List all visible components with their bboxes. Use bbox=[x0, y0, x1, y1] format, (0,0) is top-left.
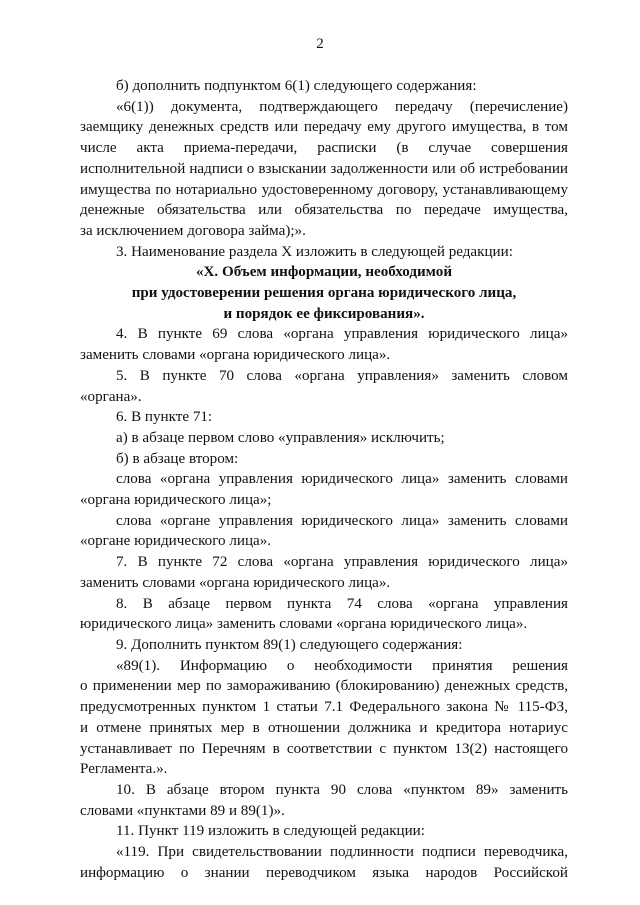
text-line: заменить словами «органа юридического лица». bbox=[80, 347, 391, 364]
paragraph bbox=[80, 242, 568, 263]
paragraph bbox=[80, 780, 568, 821]
text-line: «органе юридического лица». bbox=[80, 533, 272, 550]
paragraph bbox=[80, 76, 568, 97]
text-line: юридического лица» заменить словами «органа юридического лица». bbox=[80, 616, 528, 633]
text-line: б) дополнить подпунктом 6(1) следующего содержания: bbox=[116, 78, 477, 94]
text-line: заменить словами «органа юридического лица». bbox=[80, 574, 391, 591]
paragraph bbox=[80, 469, 568, 510]
text-line: Регламента.». bbox=[80, 761, 168, 778]
text-line: «органа». bbox=[80, 388, 142, 405]
text-line: 6. В пункте 71: bbox=[116, 409, 213, 426]
text-line: 8. В абзаце первом пункта 74 слова «органа управления bbox=[116, 595, 568, 612]
text-line: и порядок ее фиксирования». bbox=[223, 305, 425, 322]
text-line: «6(1)) документа, подтверждающего передачу (перечисление) bbox=[116, 98, 568, 115]
text-line: информацию о знании переводчиком языка народов Российской bbox=[80, 864, 568, 881]
paragraph bbox=[80, 511, 568, 552]
paragraph bbox=[80, 552, 568, 593]
paragraph bbox=[80, 366, 568, 407]
paragraph bbox=[80, 594, 568, 635]
text-line: слова «органе управления юридического лица» заменить словами bbox=[116, 512, 568, 529]
text-line: «органа юридического лица»; bbox=[80, 492, 272, 509]
paragraph bbox=[80, 407, 568, 428]
text-line: а) в абзаце первом слово «управления» исключить; bbox=[116, 429, 445, 446]
text-line: о применении мер по замораживанию (блокированию) денежных средств, bbox=[80, 678, 568, 695]
paragraph bbox=[80, 97, 568, 242]
paragraph bbox=[80, 324, 568, 365]
paragraph bbox=[80, 428, 568, 449]
text-line: заемщику денежных средств или передачу ему другого имущества, в том bbox=[80, 119, 568, 136]
text-line: при удостоверении решения органа юридического лица, bbox=[131, 285, 517, 302]
text-line: числе акта приема-передачи, расписки (в случае совершения bbox=[80, 140, 568, 157]
paragraph bbox=[80, 842, 568, 883]
text-line: денежные обязательства или обязательства по передаче имущества, bbox=[80, 202, 568, 219]
text-line: «119. При свидетельствовании подлинности подписи переводчика, bbox=[116, 844, 568, 861]
text-line: и отмене принятых мер в отношении должника и кредитора нотариус bbox=[80, 719, 568, 736]
text-line: 3. Наименование раздела X изложить в следующей редакции: bbox=[116, 243, 513, 260]
text-line: 10. В абзаце втором пункта 90 слова «пунктом 89» заменить bbox=[116, 781, 568, 798]
text-line: 4. В пункте 69 слова «органа управления юридического лица» bbox=[116, 326, 568, 343]
text-line: предусмотренных пунктом 1 статьи 7.1 Федерального закона № 115-ФЗ, bbox=[80, 699, 568, 716]
text-line: б) в абзаце втором: bbox=[116, 450, 239, 467]
text-line: 7. В пункте 72 слова «органа управления юридического лица» bbox=[116, 554, 568, 571]
text-line: слова «органа управления юридического лица» заменить словами bbox=[116, 471, 568, 488]
page-number: 2 bbox=[316, 36, 324, 52]
section-heading-line bbox=[80, 283, 568, 304]
paragraph bbox=[80, 656, 568, 780]
text-line: исполнительной надписи о взыскании задолженности или об истребовании bbox=[80, 160, 568, 177]
text-line: «X. Объем информации, необходимой bbox=[195, 264, 453, 281]
text-line: «89(1). Информацию о необходимости принятия решения bbox=[116, 657, 568, 674]
text-line: словами «пунктами 89 и 89(1)». bbox=[80, 802, 285, 819]
section-heading-line bbox=[80, 304, 568, 325]
text-line: 5. В пункте 70 слова «органа управления» заменить словом bbox=[116, 367, 568, 384]
text-line: имущества по нотариально удостоверенному договору, устанавливающему bbox=[80, 181, 568, 198]
section-heading-line bbox=[80, 262, 568, 283]
paragraph bbox=[80, 449, 568, 470]
paragraph bbox=[80, 821, 568, 842]
text-line: 11. Пункт 119 изложить в следующей редакции: bbox=[116, 823, 425, 840]
text-line: устанавливает по Перечням в соответствии с пунктом 13(2) настоящего bbox=[80, 740, 568, 757]
document-body bbox=[80, 76, 568, 883]
paragraph bbox=[80, 635, 568, 656]
text-line: 9. Дополнить пунктом 89(1) следующего содержания: bbox=[116, 636, 463, 653]
text-line: за исключением договора займа);». bbox=[80, 222, 306, 239]
